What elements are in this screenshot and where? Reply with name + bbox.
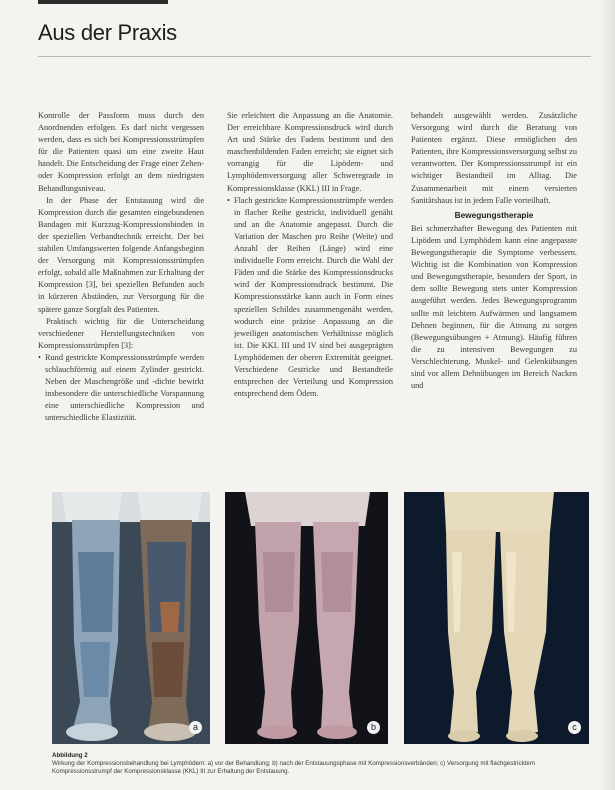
- page-title: Aus der Praxis: [38, 20, 177, 45]
- figure-caption: [52, 752, 592, 776]
- page-edge-shadow: [601, 0, 615, 790]
- photo-legs-compression-stocking: [404, 492, 589, 744]
- paragraph: behandelt ausgewählt werden. Zusätzliche Versorgung wird durch die Beratung von Patienten ergänzt. Diese ermöglichen den Patienten, ihre Kompressionsversorgung selbst zu verantworten. Der Kompressionsstrumpf ist ein wichtiger Bestandteil im Alltag. Die Zusammenarbeit mit einem versierten Sanitätshaus ist in jedem Falle vorteilhaft.: [411, 111, 577, 205]
- photo-legs-before-treatment: [52, 492, 210, 744]
- paragraph: Sie erleichtert die Anpassung an die Anatomie. Der erreichbare Kompressionsdruck wird durch Art und Stärke des Fadens bestimmt und den maschenbildenden Faden erreicht; sie eignet sich vorrangig für die Lipödem- und Lymphödemversorgung aller Schweregrade in Kompressionsklasse (KKL) III in Frage.: [227, 111, 393, 193]
- photo-c-illustration: [404, 492, 589, 744]
- bullet-item: • Rund gestrickte Kompressionsstrümpfe werden schlauchförmig auf einem Zylinder gestrickt. Neben der Maschengröße und -dichte bewirkt insbesondere die unterschiedliche Vorspannung eine unterschiedliche Kompression und unterschiedliche Elastizität.: [38, 352, 204, 425]
- figure-label-b: b: [367, 721, 380, 734]
- bullet-list: [38, 352, 204, 425]
- paragraph: In der Phase der Entstauung wird die Kompression durch die gesamten eingebundenen Bandagen mit Kurzzug-Kompressionsbinden in der speziellen Verbandtechnik erreicht. Der bei stabilen Umfangswerten folgende Anfangsbeginn der Versorgung mit Kompressionsstrümpfen erfolgt, sobald alle Maßnahmen zur Erhaltung der Kompression [3], bei speziellen Befunden auch in kürzeren Abständen, zur Versorgung für die spätere ganze Sorgfalt des Patienten.: [38, 195, 204, 314]
- paragraph: Praktisch wichtig für die Unterscheidung verschiedener Herstellungstechniken von Kompressionsstrümpfen [3]:: [38, 316, 204, 350]
- paragraph: Kontrolle der Passform muss durch den Anordnenden erfolgen. Es darf nicht vergessen werden, dass es sich bei Kompressionsstrümpfen für die Patienten quasi um eine zweite Haut handelt. Die Entscheidung der Frage einer Zehen- oder Kompression erfolgt an dem niedrigsten Behandlungsniveau.: [38, 111, 204, 193]
- photo-legs-after-decongestion: [225, 492, 388, 744]
- header-divider: [38, 56, 591, 57]
- top-rule: [38, 0, 168, 4]
- text-column-2: [227, 110, 393, 480]
- photo-a-illustration: [52, 492, 210, 744]
- figure-label-a: a: [189, 721, 202, 734]
- caption-text: Wirkung der Kompressionsbehandlung bei Lymphödem: a) vor der Behandlung; b) nach der Entstauungsphase mit Kompressionsverbänden; c) Versorgung mit flachgestricktem Kompressionsstrumpf der Kompressionsklasse (KKL) III zur Erhaltung der Entstauung.: [52, 760, 535, 775]
- caption-title: Abbildung 2: [52, 752, 88, 759]
- paragraph: Bei schmerzhafter Bewegung des Patienten mit Lipödem und Lymphödem kann eine angepasste Bewegungstherapie die Symptome verbessern. Wichtig ist die Kombination von Kompression und Bewegungstherapie, besonders der Sport, in dem sollte Bewegung stets unter Kompression ausgeführt werden. Jedes Bewegungsprogramm sollte mit leichtem Aufwärmen und langsamem Dehnen beginnen, für die Atmung zu sorgen (Bewegungsübungen + Atmung). Häufig führen die zu intensiven Bewegungen zu Verschlechterung. Muskel- und Gelenkübungen sind vor allem Dehnübungen im Bereich Nacken und: [411, 223, 577, 391]
- bullet-list: [227, 195, 393, 401]
- figure-label-c: c: [568, 721, 581, 734]
- text-column-3: [411, 110, 577, 480]
- photo-b-illustration: [225, 492, 388, 744]
- bullet-item: • Flach gestrickte Kompressionsstrümpfe werden in flacher Reihe gestrickt, individuell genäht und an die Anatomie angepasst. Durch die Variation der Maschen pro Reihe (Weite) und Anzahl der Reihen (Länge) wird eine individuelle Form erreicht. Durch die Wahl der Fäden und die Stärke des Kompressionsdrucks wird der Kompressionsdruck bestimmt. Die Kompressionsstärke kann auch in Form eines speziellen Schildes zusammengenäht werden, wodurch eine präzise Anpassung an die jeweiligen anatomischen Verhältnisse möglich ist. Die KKL III und IV sind bei ausgeprägten Lymphödemen der oberen Extremität geeignet. Verschiedene Gestricke und Bestandteile entsprechen der Verteilung und Kompression entsprechend dem Ödem.: [227, 195, 393, 401]
- section-heading: Bewegungstherapie: [454, 209, 534, 220]
- text-column-1: [38, 110, 204, 480]
